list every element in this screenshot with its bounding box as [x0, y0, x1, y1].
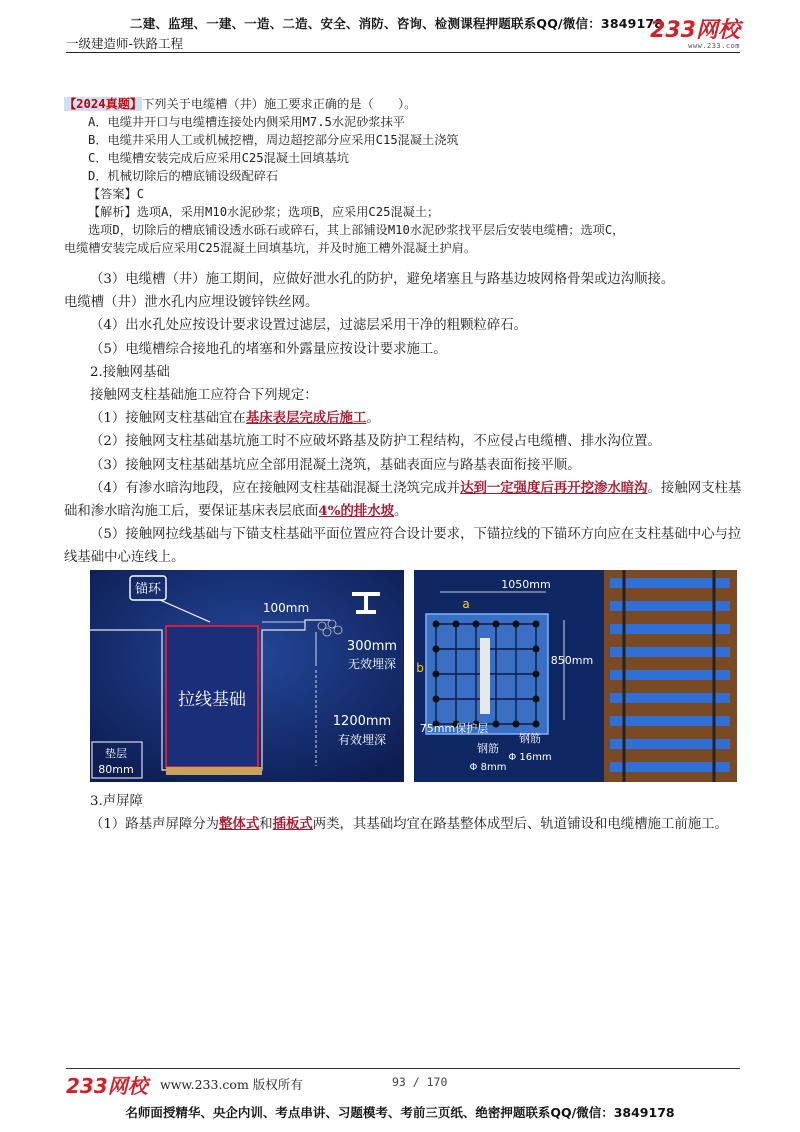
- section-3: [64, 790, 754, 836]
- option-c: C．电缆槽安装完成后应采用C25混凝土回填基坑: [88, 151, 349, 165]
- rebar-dot: [533, 621, 540, 628]
- rebar-dot: [533, 696, 540, 703]
- dim-a-label: a: [462, 597, 470, 611]
- rebar-plan-diagram: [414, 570, 737, 782]
- option-a: A．电缆井开口与电缆槽连接处内侧采用M7.5水泥砂浆抹平: [88, 115, 405, 129]
- section-3-para: [64, 813, 754, 836]
- s3-highlight-1: 整体式: [219, 816, 260, 833]
- s3-end: 两类，其基础均宜在路基整体成型后、轨道铺设和电缆槽施工前施工。: [312, 817, 728, 833]
- rebar-1-label: 钢筋: [477, 742, 499, 755]
- rebar-dot: [533, 646, 540, 653]
- rebar-dot: [533, 721, 540, 728]
- dim-850-label: 850mm: [550, 654, 594, 667]
- footer-contact-line: 名师面授精华、央企内训、考点串讲、习题模考、考前三页纸、绝密押题联系QQ/微信：3849178: [125, 1105, 675, 1120]
- rebar-dot: [533, 671, 540, 678]
- dim-b-label: b: [416, 661, 424, 675]
- s3-text: （1）路基声屏障分为: [90, 817, 220, 833]
- valid-depth-label: 有效埋深: [337, 733, 387, 747]
- foundation-label: 拉线基础: [178, 690, 246, 710]
- sleeper: [610, 601, 730, 611]
- clause-5: （5）接触网拉线基础与下锚支柱基础平面位置应符合设计要求，下锚拉线的下锚环方向应在支柱基础中心与拉线基础中心连线上。: [64, 527, 742, 566]
- anchor-ring-label: 锚环: [134, 582, 162, 597]
- section-2-intro: 接触网支柱基础施工应符合下列规定：: [90, 388, 318, 404]
- sleeper: [610, 716, 730, 726]
- rebar-dot: [433, 696, 440, 703]
- analysis-line-1: 【解析】选项A，采用M10水泥砂浆；选项B，应采用C25混凝土；: [88, 205, 440, 219]
- option-d: D．机械切除后的槽底铺设级配碎石: [88, 169, 279, 183]
- clause-4-highlight: 达到一定强度后再开挖渗水暗沟: [460, 479, 648, 496]
- exam-question: [64, 95, 754, 257]
- sleeper: [610, 578, 730, 588]
- clause-1-text: （1）接触网支柱基础宜在: [90, 411, 246, 427]
- analysis-line-3: 电缆槽安装完成后应采用C25混凝土回填基坑，并及时施工槽外混凝土护肩。: [64, 241, 477, 255]
- clause-1-highlight: 基床表层完成后施工: [245, 410, 367, 427]
- dim-1050-label: 1050mm: [501, 578, 551, 591]
- body-text: [64, 268, 754, 570]
- header-subtitle: 一级建造师-铁路工程: [66, 36, 184, 51]
- dim-100-label: 100mm: [262, 601, 310, 615]
- footer-logo: 233网校: [66, 1074, 148, 1098]
- clause-4-text: （4）有渗水暗沟地段，应在接触网支柱基础混凝土浇筑完成并: [90, 480, 461, 496]
- track-sleepers: [610, 578, 730, 772]
- para-5: （5）电缆槽综合接地孔的堵塞和外露量应按设计要求施工。: [90, 341, 447, 357]
- header-contact-line: 二建、监理、一建、一造、二造、安全、消防、咨询、检测课程押题联系QQ/微信：3849178: [130, 16, 664, 31]
- dim-300-label: 300mm: [346, 639, 398, 654]
- s3-highlight-2: 插板式: [272, 816, 313, 833]
- para-4: （4）出水孔处应按设计要求设置过滤层，过滤层采用干净的粗颗粒碎石。: [90, 318, 528, 334]
- sleeper: [610, 670, 730, 680]
- question-answer: 【答案】C: [88, 187, 145, 201]
- clause-3: （3）接触网支柱基础基坑应全部用混凝土浇筑，基础表面应与路基表面衔接平顺。: [90, 457, 581, 473]
- rebar-2-dia: Φ 16mm: [508, 752, 552, 763]
- sleeper: [610, 739, 730, 749]
- sleeper: [610, 693, 730, 703]
- header-divider: [66, 52, 740, 53]
- para-3b: 电缆槽（井）泄水孔内应埋设镀锌铁丝网。: [64, 295, 319, 311]
- clause-1-end: 。: [366, 411, 380, 427]
- section-3-title: 3.声屏障: [90, 794, 143, 809]
- sleeper: [610, 647, 730, 657]
- anchor-foundation-diagram: [90, 570, 404, 782]
- clause-4-mid: 。接触网支柱基础和渗水暗沟施工后，要保证基床表层底面: [64, 480, 742, 520]
- rebar-dot: [513, 721, 520, 728]
- clause-1: [64, 407, 754, 430]
- dim-1200-label: 1200mm: [332, 714, 392, 729]
- invalid-depth-label: 无效埋深: [347, 657, 397, 671]
- sleeper: [610, 762, 730, 772]
- clause-4: [64, 477, 754, 523]
- s3-and: 和: [259, 817, 273, 833]
- rebar-dot: [493, 721, 500, 728]
- footer-copyright: www.233.com 版权所有: [160, 1077, 303, 1092]
- clause-4-highlight-2: 4%的排水坡: [318, 503, 395, 520]
- cushion-layer: [166, 767, 262, 775]
- rebar-dot: [433, 671, 440, 678]
- logo-text: 233网校: [650, 18, 740, 43]
- rebar-dot: [473, 621, 480, 628]
- anchor-bolt: [480, 638, 490, 714]
- cover-label: 75mm保护层: [419, 722, 489, 735]
- dim-80-label: 80mm: [98, 763, 134, 776]
- rebar-dot: [453, 621, 460, 628]
- header-logo: [650, 20, 740, 50]
- clause-4-end: 。: [394, 504, 408, 520]
- cushion-label: 垫层: [105, 747, 127, 760]
- rebar-dot: [433, 646, 440, 653]
- para-3a: （3）电缆槽（井）施工期间，应做好泄水孔的防护，避免堵塞且与路基边坡网格骨架或边沟顺接。: [90, 272, 675, 287]
- page-number: 93 / 170: [392, 1075, 448, 1089]
- rebar-2-label: 钢筋: [519, 732, 541, 745]
- rebar-dot: [493, 621, 500, 628]
- question-stem: [64, 95, 754, 113]
- analysis-line-2: 选项D，切除后的槽底铺设透水砾石或碎石，其上部铺设M10水泥砂浆找平层后安装电缆槽；选项C，: [88, 223, 625, 237]
- option-b: B．电缆井采用人工或机械挖槽，周边超挖部分应采用C15混凝土浇筑: [88, 133, 459, 147]
- section-2-title: 2.接触网基础: [90, 364, 170, 380]
- rebar-dot: [433, 621, 440, 628]
- logo-url: www.233.com: [688, 42, 740, 50]
- question-stem-text: 下列关于电缆槽（井）施工要求正确的是（ ）。: [142, 97, 417, 111]
- rebar-1-dia: Φ 8mm: [469, 762, 507, 773]
- sleeper: [610, 624, 730, 634]
- footer-divider: [66, 1068, 740, 1069]
- rebar-dot: [513, 621, 520, 628]
- question-tag: 【2024真题】: [64, 97, 143, 111]
- clause-2: （2）接触网支柱基础基坑施工时不应破坏路基及防护工程结构，不应侵占电缆槽、排水沟位置。: [90, 434, 661, 450]
